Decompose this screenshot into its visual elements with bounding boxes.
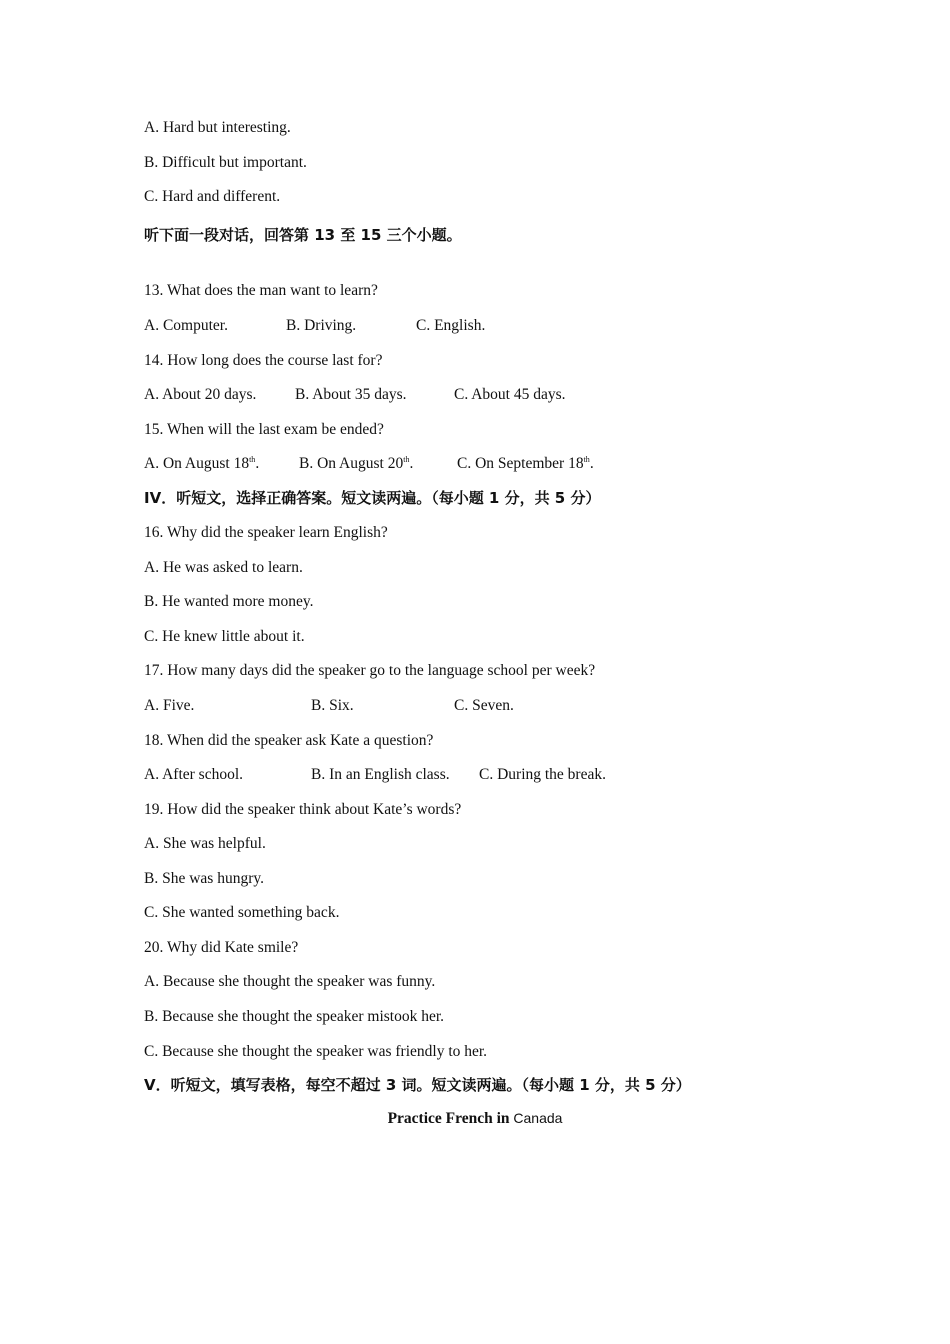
q13-question: 13. What does the man want to learn? [144, 282, 378, 299]
q12-option-a: A. Hard but interesting. [144, 119, 291, 136]
q17-option-a: A. Five. [144, 697, 195, 714]
q19-option-a: A. She was helpful. [144, 835, 266, 852]
section-13-15-header: 听下面一段对话，回答第 13 至 15 三个小题。 [144, 226, 462, 244]
q18-option-b: B. In an English class. [311, 766, 450, 783]
q19-question: 19. How did the speaker think about Kate’s words? [144, 801, 462, 818]
table-title-plain: Canada [513, 1110, 563, 1126]
q18-option-c: C. During the break. [479, 766, 606, 783]
q16-question: 16. Why did the speaker learn English? [144, 524, 388, 541]
q17-option-c: C. Seven. [454, 697, 514, 714]
q19-option-c: C. She wanted something back. [144, 904, 340, 921]
q16-option-a: A. He was asked to learn. [144, 559, 303, 576]
q17-question: 17. How many days did the speaker go to the language school per week? [144, 662, 596, 679]
table-title [0, 1110, 950, 1128]
q20-option-b: B. Because she thought the speaker mistook her. [144, 1008, 445, 1025]
q15-option-b: B. On August 20th. [299, 454, 414, 472]
q12-option-b: B. Difficult but important. [144, 154, 307, 171]
q16-option-b: B. He wanted more money. [144, 593, 314, 610]
q14-question: 14. How long does the course last for? [144, 352, 383, 369]
q15-question: 15. When will the last exam be ended? [144, 421, 384, 438]
q18-question: 18. When did the speaker ask Kate a question? [144, 732, 434, 749]
q14-option-a: A. About 20 days. [144, 386, 257, 403]
q19-option-b: B. She was hungry. [144, 870, 264, 887]
q16-option-c: C. He knew little about it. [144, 628, 305, 645]
q13-option-c: C. English. [416, 317, 486, 334]
q20-question: 20. Why did Kate smile? [144, 939, 299, 956]
q13-option-b: B. Driving. [286, 317, 357, 334]
q14-option-c: C. About 45 days. [454, 386, 566, 403]
section-v-header: V．听短文，填写表格，每空不超过 3 词。短文读两遍。（每小题 1 分，共 5 分） [144, 1076, 691, 1094]
q15-option-a: A. On August 18th. [144, 454, 260, 472]
q14-option-b: B. About 35 days. [295, 386, 407, 403]
q17-option-b: B. Six. [311, 697, 354, 714]
q18-option-a: A. After school. [144, 766, 244, 783]
q15-option-c: C. On September 18th. [457, 454, 594, 472]
q20-option-a: A. Because she thought the speaker was funny. [144, 973, 436, 990]
table-title-bold: Practice French in [387, 1110, 514, 1127]
q13-option-a: A. Computer. [144, 317, 228, 334]
q20-option-c: C. Because she thought the speaker was friendly to her. [144, 1043, 488, 1060]
section-iv-header: IV．听短文，选择正确答案。短文读两遍。（每小题 1 分，共 5 分） [144, 489, 601, 507]
q12-option-c: C. Hard and different. [144, 188, 281, 205]
